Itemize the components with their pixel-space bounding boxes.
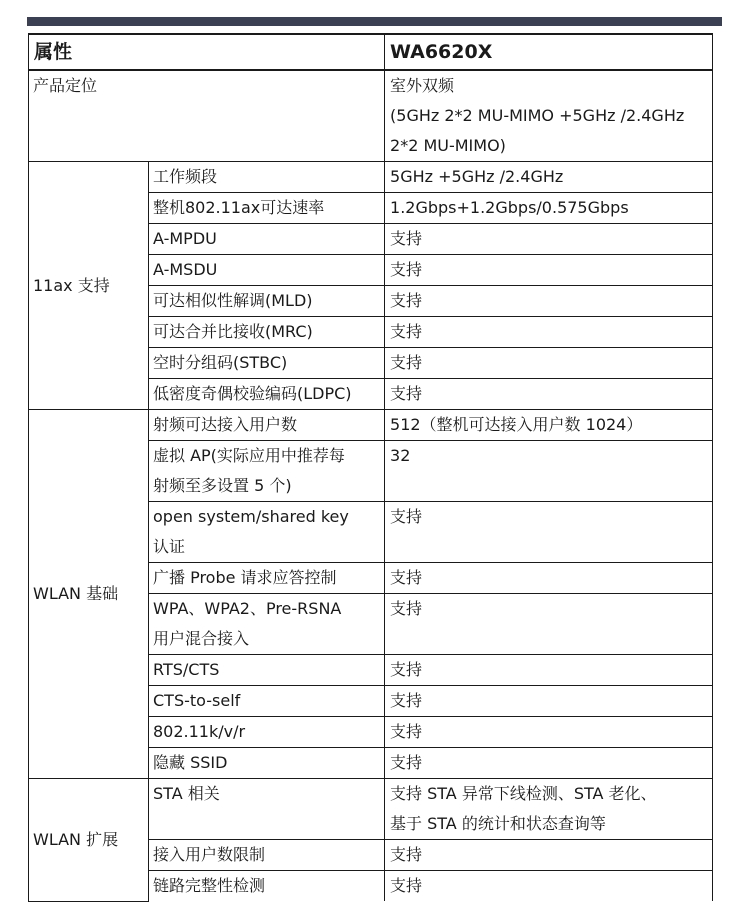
positioning-label: 产品定位	[29, 70, 385, 162]
value-line: 512（整机可达接入用户数 1024）	[390, 415, 643, 434]
value-line: 32	[390, 446, 411, 465]
value-cell	[385, 441, 713, 502]
positioning-line: 2*2 MU-MIMO)	[390, 136, 506, 155]
feature-cell: 低密度奇偶校验编码(LDPC)	[149, 379, 385, 410]
feature-cell	[149, 748, 385, 779]
feature-cell	[149, 686, 385, 717]
feature-line: 认证	[153, 537, 186, 556]
value-line: 支持	[390, 722, 423, 741]
value-cell	[385, 717, 713, 748]
feature-line: 虚拟 AP(实际应用中推荐每	[153, 446, 345, 465]
feature-cell	[149, 840, 385, 871]
feature-line: 用户混合接入	[153, 629, 250, 648]
value-cell	[385, 748, 713, 779]
value-cell	[385, 502, 713, 563]
header-model: WA6620X	[385, 34, 713, 70]
value-cell	[385, 655, 713, 686]
feature-cell	[149, 594, 385, 655]
top-divider-bar	[27, 17, 722, 26]
feature-cell	[149, 779, 385, 840]
value-line: 支持	[390, 845, 423, 864]
value-cell: 支持	[385, 224, 713, 255]
feature-cell	[149, 655, 385, 686]
value-cell: 1.2Gbps+1.2Gbps/0.575Gbps	[385, 193, 713, 224]
feature-cell: A-MSDU	[149, 255, 385, 286]
value-cell	[385, 840, 713, 871]
value-cell: 支持	[385, 348, 713, 379]
value-cell: 支持	[385, 317, 713, 348]
feature-line: 射频可达接入用户数	[153, 415, 298, 434]
value-cell	[385, 410, 713, 441]
value-cell: 支持	[385, 255, 713, 286]
feature-cell	[149, 717, 385, 748]
value-cell: 5GHz +5GHz /2.4GHz	[385, 162, 713, 193]
value-cell	[385, 686, 713, 717]
table-header-row	[29, 34, 713, 70]
positioning-value	[385, 70, 713, 162]
positioning-line: (5GHz 2*2 MU-MIMO +5GHz /2.4GHz	[390, 106, 685, 125]
table-row	[29, 162, 713, 193]
feature-cell: 可达合并比接收(MRC)	[149, 317, 385, 348]
feature-line: 隐藏 SSID	[153, 753, 228, 772]
value-line: 支持	[390, 568, 423, 587]
group-label-wlan-basic: WLAN 基础	[29, 410, 149, 779]
spec-table	[28, 33, 713, 902]
feature-cell: 空时分组码(STBC)	[149, 348, 385, 379]
feature-line: 链路完整性检测	[153, 876, 266, 895]
header-attribute: 属性	[29, 34, 385, 70]
value-cell: 支持	[385, 379, 713, 410]
feature-line: 802.11k/v/r	[153, 722, 246, 741]
table-row-positioning	[29, 70, 713, 162]
value-cell: 支持	[385, 286, 713, 317]
feature-line: WPA、WPA2、Pre-RSNA	[153, 599, 342, 618]
group-label-11ax: 11ax 支持	[29, 162, 149, 410]
value-cell	[385, 563, 713, 594]
value-line: 支持	[390, 753, 423, 772]
value-line: 支持 STA 异常下线检测、STA 老化、	[390, 784, 657, 803]
value-cell	[385, 779, 713, 840]
feature-cell: 工作频段	[149, 162, 385, 193]
feature-line: open system/shared key	[153, 507, 349, 526]
feature-line: STA 相关	[153, 784, 220, 803]
feature-cell	[149, 871, 385, 902]
feature-cell	[149, 502, 385, 563]
feature-line: 接入用户数限制	[153, 845, 266, 864]
table-row	[29, 410, 713, 441]
feature-cell: 整机802.11ax可达速率	[149, 193, 385, 224]
value-line: 基于 STA 的统计和状态查询等	[390, 814, 606, 833]
feature-cell	[149, 563, 385, 594]
table-row	[29, 779, 713, 840]
value-line: 支持	[390, 507, 423, 526]
value-line: 支持	[390, 660, 423, 679]
value-line: 支持	[390, 876, 423, 895]
feature-line: RTS/CTS	[153, 660, 220, 679]
value-cell	[385, 594, 713, 655]
value-line: 支持	[390, 691, 423, 710]
feature-line: 广播 Probe 请求应答控制	[153, 568, 337, 587]
feature-cell	[149, 410, 385, 441]
group-label-wlan-ext: WLAN 扩展	[29, 779, 149, 902]
feature-cell: 可达相似性解调(MLD)	[149, 286, 385, 317]
value-cell	[385, 871, 713, 902]
feature-cell	[149, 441, 385, 502]
positioning-line: 室外双频	[390, 76, 455, 95]
feature-line: 射频至多设置 5 个)	[153, 476, 292, 495]
value-line: 支持	[390, 599, 423, 618]
feature-cell: A-MPDU	[149, 224, 385, 255]
feature-line: CTS-to-self	[153, 691, 241, 710]
